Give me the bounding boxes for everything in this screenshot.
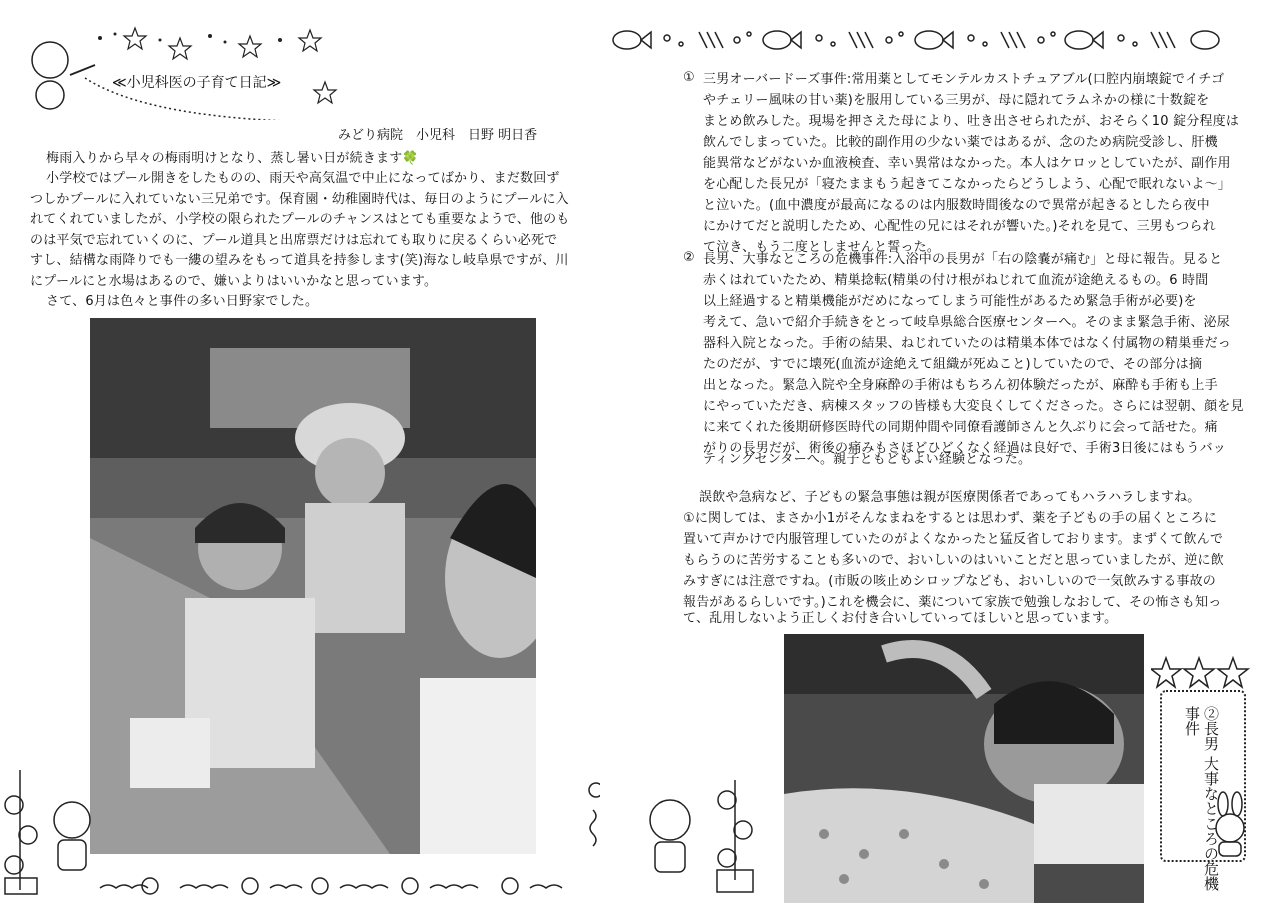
item-2-line: たのだが、すでに壊死(血流が途絶えて組織が死ぬこと)していたので、その部分は摘 <box>703 357 1203 372</box>
item-2-line: に来てくれた後期研修医時代の同期仲間や同僚看護師さんと久ぶりに会って話せた。痛 <box>703 420 1218 435</box>
hospital-photo <box>784 634 1144 903</box>
item-1-line: にかけてだと説明したため、心配性の兄にはそれが響いた。)それを見て、三男もつられ <box>703 219 1216 234</box>
intro-line-2: 小学校ではプール開きをしたものの、雨天や高気温で中止になってばかり、まだ数回ず <box>46 171 560 186</box>
item-2-number: ② <box>683 250 695 265</box>
item-1-line: やチェリー風味の甘い薬)を服用している三男が、母に隠れてラムネかの様に十数錠を <box>703 93 1210 108</box>
item-2-line: 赤くはれていたため、精巣捻転(精巣の付け根がねじれて血流が途絶えるもの。6 時間 <box>703 273 1209 288</box>
item-1-line: と泣いた。(血中濃度が最高になるのは内服数時間後なので異常が起きるとしたら夜中 <box>703 198 1210 213</box>
intro-line-8: さて、6月は色々と事件の多い日野家でした。 <box>46 294 319 309</box>
item-1-line: まとめ飲みした。現場を押さえた母により、吐き出させられたが、おそらく10 錠分程度は <box>703 114 1240 129</box>
item-2-line: 器科入院となった。手術の結果、ねじれていたのは精巣本体ではなく付属物の精巣垂だっ <box>703 336 1232 351</box>
column-title: ≪小児科医の子育て日記≫ <box>112 75 282 91</box>
intro-line-6: すし、結構な雨降りでも一縷の望みをもって道具を持参します(笑)海なし岐阜県ですが、川 <box>30 253 569 268</box>
item-2-line: 以上経過すると精巣機能がだめになってしまう可能性があるため緊急手術が必要)を <box>703 294 1197 309</box>
header-frame-decoration <box>10 20 340 120</box>
item-2-line: にやっていただき、病棟スタッフの皆様も大変良くしてくださった。さらには翌朝、顔を見 <box>703 399 1244 414</box>
star-decoration <box>1151 655 1251 695</box>
intro-line-5: のは平気で忘れていくのに、プール道具と出席票だけは忘れても取りに戻るくらい必死で <box>30 233 558 248</box>
item-1-line: 三男オーバードーズ事件:常用薬としてモンテルカストチュアブル(口腔内崩壊錠でイチゴ <box>703 72 1225 87</box>
item-1-line: 能異常などがないか血液検査、幸い異常はなかった。本人はケロッとしていたが、副作用 <box>703 156 1231 171</box>
item-2-line: がりの長男だが、術後の痛みもさほどひどくなく経過は良好で、手術3日後にはもうバッ <box>703 441 1227 456</box>
closing-line: 置いて声かけで内服管理していたのがよくなかったと猛反省しております。まずくて飲んで <box>683 532 1224 547</box>
morning-glory-border <box>0 760 600 903</box>
child-illustration <box>635 770 785 900</box>
author-line: みどり病院 小児科 日野 明日香 <box>338 128 538 143</box>
closing-line: 報告があるらしいです。)これを機会に、薬について家族で勉強しなおして、その怖さも知っ <box>683 595 1222 610</box>
item-2-line: 長男、大事なところの危機事件:入浴中の長男が「右の陰嚢が痛む」と母に報告。見ると <box>703 252 1223 267</box>
intro-line-1: 梅雨入りから早々の梅雨明けとなり、蒸し暑い日が続きます🍀 <box>46 151 419 166</box>
closing-line: ①に関しては、まさか小1がそんなまねをするとは思わず、薬を子どもの手の届くところに <box>683 511 1218 526</box>
fish-border <box>609 20 1229 60</box>
item-1-line: 飲んでしまっていた。比較的副作用の少ない薬ではあるが、念のため病院受診し、肝機 <box>703 135 1218 150</box>
closing-line: みすぎには注意ですね。(市販の咳止めシロップなども、おいしいので一気飲みする事故の <box>683 574 1217 589</box>
item-1-number: ① <box>683 70 695 85</box>
closing-line: て、乱用しないよう正しくお付き合いしていってほしいと思っています。 <box>683 611 1118 626</box>
item-2-line: 考えて、急いで紹介手続きをとって岐阜県総合医療センターへ。そのまま緊急手術、泌尿 <box>703 315 1230 330</box>
item-1-line: を心配した長兄が「寝たままもう起きてこなかったらどうしよう、心配で眠れないよ～」 <box>703 177 1232 192</box>
intro-line-7: にプールにと水場はあるので、嫌いよりはいいかなと思っています。 <box>30 274 438 289</box>
item-1-line: て泣き、もう二度としませんと誓った。 <box>703 240 941 255</box>
bunny-icon <box>1205 790 1255 860</box>
item-2-line: ティングセンターへ。親子ともどもよい経験となった。 <box>703 452 1032 467</box>
photo-caption: ②長男 大事なところの危機事件 <box>1183 706 1220 891</box>
intro-line-4: れてくれていましたが、小学校の限られたプールのチャンスはとても重要なようで、他のも <box>30 212 570 227</box>
intro-line-3: つしかプールに入れていない三兄弟です。保育園・幼稚園時代は、毎日のようにプールに入 <box>30 192 569 207</box>
closing-line-1: 誤飲や急病など、子どもの緊急事態は親が医療関係者であってもハラハラしますね。 <box>699 490 1201 505</box>
item-2-line: 出となった。緊急入院や全身麻酔の手術はもちろん初体験だったが、麻酔も手術も上手 <box>703 378 1218 393</box>
closing-line: もらうのに苦労することも多いので、おいしいのはいいことだと思っていましたが、逆に飲 <box>683 553 1224 568</box>
